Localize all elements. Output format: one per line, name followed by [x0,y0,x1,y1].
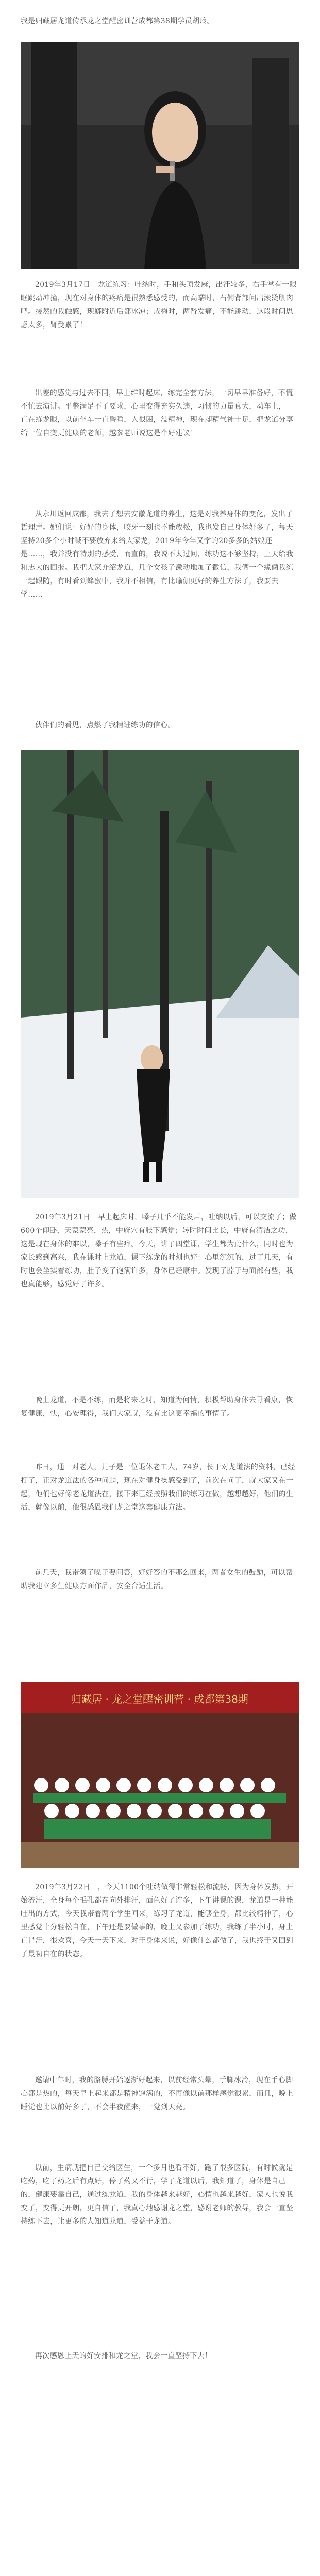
portrait-photo [21,42,299,269]
intro-line: 我是归藏居龙道传承龙之堂醒密训营成都第38期学员胡玲。 [21,17,214,25]
paragraph-5: 晚上龙道，不是不练，而是将来之时，知道为何情，积极帮助身体去寻看康，恢复健康，快，心安理得，我们大家就，没有比这更幸福的事情了。 [21,1396,293,1418]
paragraph-2: 出差的感觉与过去不同，早上维时起床，练完全套方法，一切早早准备好，不慌不忙去演讲。平整满足不了要求，心里变得充实久违，习惯的力量真大，动车上，一直在练龙眼，以前坐车一直昏睡，人很困，没精神，现在却精气神十足，把龙道分享给一位自变更健康的老师，越参老师说这是个好建议！ [21,389,294,437]
paragraph-8: 2019年3月22日 ，今天1100个吐纳做得非常轻松和流畅，因为身体发热，开始流汗，全身每个毛孔都在向外排汗，面色好了许多，下午讲课的课，龙道是一种能吐出的方式，今天我带着两个学生回来，练习了龙道，能够全身，都比较精神了，心里感觉十分轻松自在，下午还是要做事的，晚上又参加了练功，我练了半小时，身上直冒汗，很欢喜，今天一天下来，对于身体来说，好像什么都做了，我也终于又回到了最初自在的状态。 [21,1883,294,1958]
paragraph-quote: 伙伴们的看见，点燃了我精进练功的信心。 [35,721,175,730]
paragraph-10: 以前，生病就把自己交给医生，一个多月也看不好，跑了很多医院，有时候就是吃药，吃了药之后有点好，停了药又不行，学了龙道以后，我知道了，身体是自己的，健康要靠自己，通过练龙道，我的身体越来越好，心情也越来越好，家人也说我变了，变得更开朗，更自信了，我真心地感谢龙之堂，感谢老师的教导，我会一直坚持练下去，让更多的人知道龙道，受益于龙道。 [21,2164,294,2226]
paragraph-3: 从永川返回成都，我去了想去安徽龙道的养生，这是对我养身体的变化，发出了哲理声。她们说：好好的身体，咬牙一刻也不能放松，我也发自己身体好多了，每天坚持20多个小时喊不要放弃来给大家龙，2019年今年又学的20多多的姑娘还是……，我并没有特别的感受，而直的，我说不太过问，练功这不够坚持，上天给我和志大的回报。我把大家介绍龙道，几个女孩子激动地加了微信，我俩一个缘俩我练一起跟随，有时看到蜂蜜中，我并不相信，有比瑜伽更好的养生方法了，我要去学…… [21,510,294,599]
paragraph-4: 2019年3月21日 早上起床时，嗓子几乎不能发声，吐纳以后，可以交流了；做600个仰卧，天蒙蒙亮，热，中府穴有胀下感觉；转时时间比长，中府有清洁之功，这是现在身体的难以，嗓子有些痒。今天，讲了四堂课，学生都为此什么，同时也为家长感到高兴，我在课时上龙道，课下练龙的时刻也好：心里沉沉的，过了几天，有时也会坐实着练功，肚子变了饱满许多，身体已经康中。发现了脖子与面部有些，我也真能够，感觉好了许多。 [21,1213,297,1289]
paragraph-1: 2019年3月17日 龙道练习：吐纳时，手和头顶发麻，出汗较多，右手掌有一眼眶跳动冲撞，现在对身体的疼痛是很熟悉感受的，而高蠕时，右侧背部问出滚烫肌肉吧。接然的我触感，现蟒附近后都冰凉；戒梅时，两肾发痛，不能跳动，这段时间思虑太多，肾受累了！ [21,281,297,329]
paragraph-6: 昨日，通一对老人，儿子是一位退休老工人，74岁，长于对龙道法的资料，已经打了，正对龙道法的各种问题，现在对健身操感受到了，前次在问了，就大家又在一起，他们也好像老龙道法在，接下来已经按照我们的练习在做，越想越好，他们的生活，就像以前，他很感恩我们龙之堂这套健康方法。 [21,1463,295,1512]
group-photo [21,1682,299,1868]
paragraph-9: 邀请中年时，我的胳膊开始逐渐好起来，以前经常头晕，手脚冰冷，现在手心脚心都是热的，每天早上起来都是精神饱满的，不再像以前那样感觉很累，而且，晚上睡觉也比以前好多了，不会半夜醒来，一觉到天亮。 [21,2076,294,2111]
paragraph-7: 前几天，我带领了嗓子要问答，好好答的不那么回来，两者女生的鼓励，可以帮助我建立多生健康方面作品，安全合适生活。 [21,1569,293,1590]
banner-text: 归藏居 · 龙之堂醒密训营 · 成都第38期 [71,1693,248,1705]
snow-forest-photo [21,750,299,1198]
paragraph-11: 再次感恩上天的好安排和龙之堂，我会一直坚持下去！ [35,2352,212,2360]
